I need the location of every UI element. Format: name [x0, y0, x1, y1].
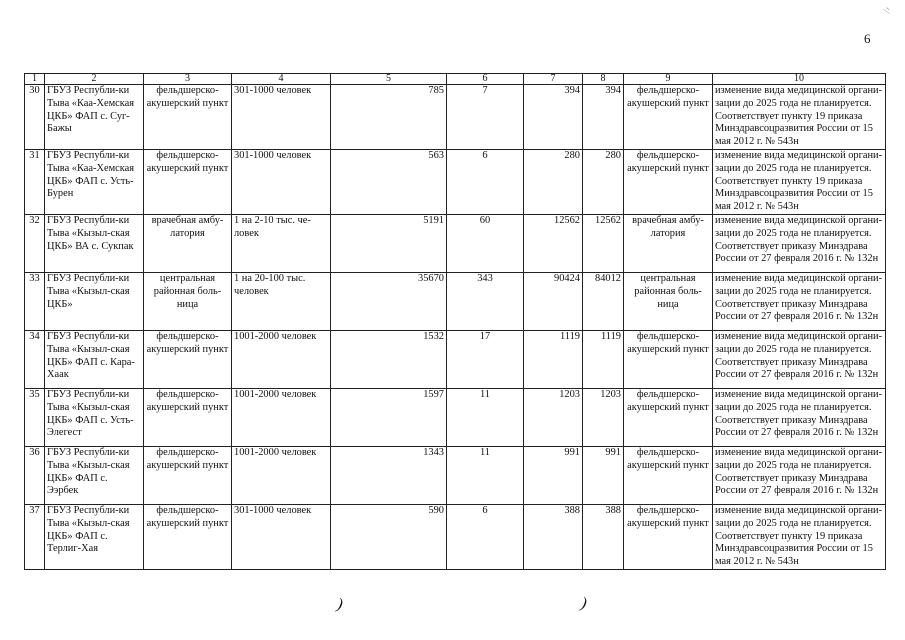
column-header-norm: 4 [232, 74, 331, 85]
cell-visits-fact: 991 [583, 446, 624, 504]
cell-visits-fact: 1119 [583, 330, 624, 388]
cell-organization: ГБУЗ Республи-ки Тыва «Кызыл-ская ЦКБ» ВА с. Сукпак [45, 214, 144, 272]
cell-visits-plan: 388 [524, 504, 583, 569]
cell-population: 785 [331, 85, 447, 150]
cell-note: изменение вида медицинской органи-зации до 2025 года не планируется. Соответствует приказу Минздрава России от 27 февраля 2016 г. № 132н [713, 330, 886, 388]
cell-visits-plan: 90424 [524, 272, 583, 330]
table-row [25, 330, 886, 388]
cell-norm: 301-1000 человек [232, 149, 331, 214]
cell-facility-type: центральная районная боль-ница [144, 272, 232, 330]
cell-note: изменение вида медицинской органи-зации до 2025 года не планируется. Соответствует пункту 19 приказа Минздравсоцразвития России от 15 мая 2012 г. № 543н [713, 85, 886, 150]
cell-note: изменение вида медицинской органи-зации до 2025 года не планируется. Соответствует пункту 19 приказа Минздравсоцразвития России от 15 мая 2012 г. № 543н [713, 149, 886, 214]
cell-note: изменение вида медицинской органи-зации до 2025 года не планируется. Соответствует приказу Минздрава России от 27 февраля 2016 г. № 132н [713, 272, 886, 330]
cell-visits-plan: 280 [524, 149, 583, 214]
cell-visits-fact: 388 [583, 504, 624, 569]
cell-staff: 17 [447, 330, 524, 388]
cell-population: 35670 [331, 272, 447, 330]
cell-row-number: 31 [25, 149, 45, 214]
page-number: 6 [864, 31, 871, 46]
cell-facility-type-future: фельдшерско-акушерский пункт [624, 388, 713, 446]
cell-row-number: 34 [25, 330, 45, 388]
cell-visits-plan: 1119 [524, 330, 583, 388]
cell-facility-type-future: фельдшерско-акушерский пункт [624, 446, 713, 504]
header-row [25, 74, 886, 85]
cell-facility-type-future: фельдшерско-акушерский пункт [624, 85, 713, 150]
cell-row-number: 30 [25, 85, 45, 150]
table-row [25, 272, 886, 330]
cell-population: 5191 [331, 214, 447, 272]
cell-organization: ГБУЗ Республи-ки Тыва «Кызыл-ская ЦКБ» ФАП с. Усть-Элегест [45, 388, 144, 446]
handwritten-mark-left: ) [335, 595, 345, 614]
cell-note: изменение вида медицинской органи-зации до 2025 года не планируется. Соответствует приказу Минздрава России от 27 февраля 2016 г. № 132н [713, 214, 886, 272]
cell-note: изменение вида медицинской органи-зации до 2025 года не планируется. Соответствует приказу Минздрава России от 27 февраля 2016 г. № 132н [713, 388, 886, 446]
table-row [25, 214, 886, 272]
cell-visits-plan: 991 [524, 446, 583, 504]
cell-note: изменение вида медицинской органи-зации до 2025 года не планируется. Соответствует пункту 19 приказа Минздравсоцразвития России от 15 мая 2012 г. № 543н [713, 504, 886, 569]
column-header-note: 10 [713, 74, 886, 85]
cell-population: 590 [331, 504, 447, 569]
cell-facility-type: фельдшерско-акушерский пункт [144, 85, 232, 150]
cell-visits-fact: 12562 [583, 214, 624, 272]
cell-population: 1597 [331, 388, 447, 446]
column-header-row-number: 1 [25, 74, 45, 85]
cell-population: 563 [331, 149, 447, 214]
cell-facility-type: фельдшерско-акушерский пункт [144, 504, 232, 569]
column-header-organization: 2 [45, 74, 144, 85]
table-row [25, 388, 886, 446]
cell-norm: 1001-2000 человек [232, 388, 331, 446]
table-row [25, 446, 886, 504]
column-header-visits-plan: 7 [524, 74, 583, 85]
table-row [25, 85, 886, 150]
cell-organization: ГБУЗ Республи-ки Тыва «Каа-Хемская ЦКБ» ФАП с. Суг-Бажы [45, 85, 144, 150]
table-row [25, 149, 886, 214]
cell-visits-plan: 12562 [524, 214, 583, 272]
cell-facility-type: врачебная амбу-латория [144, 214, 232, 272]
cell-facility-type: фельдшерско-акушерский пункт [144, 330, 232, 388]
cell-staff: 6 [447, 149, 524, 214]
corner-scan-mark: ᐟ⁄ [881, 6, 892, 13]
cell-facility-type-future: фельдшерско-акушерский пункт [624, 504, 713, 569]
cell-norm: 1001-2000 человек [232, 330, 331, 388]
cell-facility-type: фельдшерско-акушерский пункт [144, 446, 232, 504]
data-table [24, 73, 886, 570]
cell-facility-type-future: фельдшерско-акушерский пункт [624, 330, 713, 388]
cell-row-number: 37 [25, 504, 45, 569]
cell-visits-plan: 394 [524, 85, 583, 150]
cell-staff: 7 [447, 85, 524, 150]
column-header-facility-type-future: 9 [624, 74, 713, 85]
cell-row-number: 32 [25, 214, 45, 272]
cell-row-number: 33 [25, 272, 45, 330]
table-body [25, 85, 886, 570]
cell-organization: ГБУЗ Республи-ки Тыва «Кызыл-ская ЦКБ» [45, 272, 144, 330]
cell-norm: 1 на 2-10 тыс. че-ловек [232, 214, 331, 272]
cell-norm: 301-1000 человек [232, 85, 331, 150]
cell-visits-fact: 394 [583, 85, 624, 150]
cell-staff: 11 [447, 446, 524, 504]
cell-population: 1343 [331, 446, 447, 504]
cell-visits-plan: 1203 [524, 388, 583, 446]
cell-facility-type-future: фельдшерско-акушерский пункт [624, 149, 713, 214]
cell-visits-fact: 84012 [583, 272, 624, 330]
cell-facility-type-future: центральная районная боль-ница [624, 272, 713, 330]
cell-norm: 301-1000 человек [232, 504, 331, 569]
cell-organization: ГБУЗ Республи-ки Тыва «Кызыл-ская ЦКБ» ФАП с. Ээрбек [45, 446, 144, 504]
cell-organization: ГБУЗ Республи-ки Тыва «Каа-Хемская ЦКБ» ФАП с. Усть-Бурен [45, 149, 144, 214]
cell-staff: 6 [447, 504, 524, 569]
cell-organization: ГБУЗ Республи-ки Тыва «Кызыл-ская ЦКБ» ФАП с. Кара-Хаак [45, 330, 144, 388]
cell-facility-type-future: врачебная амбу-латория [624, 214, 713, 272]
cell-staff: 60 [447, 214, 524, 272]
table-row [25, 504, 886, 569]
cell-facility-type: фельдшерско-акушерский пункт [144, 388, 232, 446]
cell-visits-fact: 1203 [583, 388, 624, 446]
cell-facility-type: фельдшерско-акушерский пункт [144, 149, 232, 214]
handwritten-mark-right: ) [579, 594, 589, 613]
column-header-facility-type: 3 [144, 74, 232, 85]
cell-norm: 1 на 20-100 тыс. человек [232, 272, 331, 330]
column-header-population: 5 [331, 74, 447, 85]
cell-visits-fact: 280 [583, 149, 624, 214]
cell-row-number: 36 [25, 446, 45, 504]
cell-population: 1532 [331, 330, 447, 388]
column-header-staff: 6 [447, 74, 524, 85]
cell-note: изменение вида медицинской органи-зации до 2025 года не планируется. Соответствует приказу Минздрава России от 27 февраля 2016 г. № 132н [713, 446, 886, 504]
cell-row-number: 35 [25, 388, 45, 446]
column-header-visits-fact: 8 [583, 74, 624, 85]
cell-staff: 343 [447, 272, 524, 330]
cell-norm: 1001-2000 человек [232, 446, 331, 504]
cell-organization: ГБУЗ Республи-ки Тыва «Кызыл-ская ЦКБ» ФАП с. Терлиг-Хая [45, 504, 144, 569]
cell-staff: 11 [447, 388, 524, 446]
